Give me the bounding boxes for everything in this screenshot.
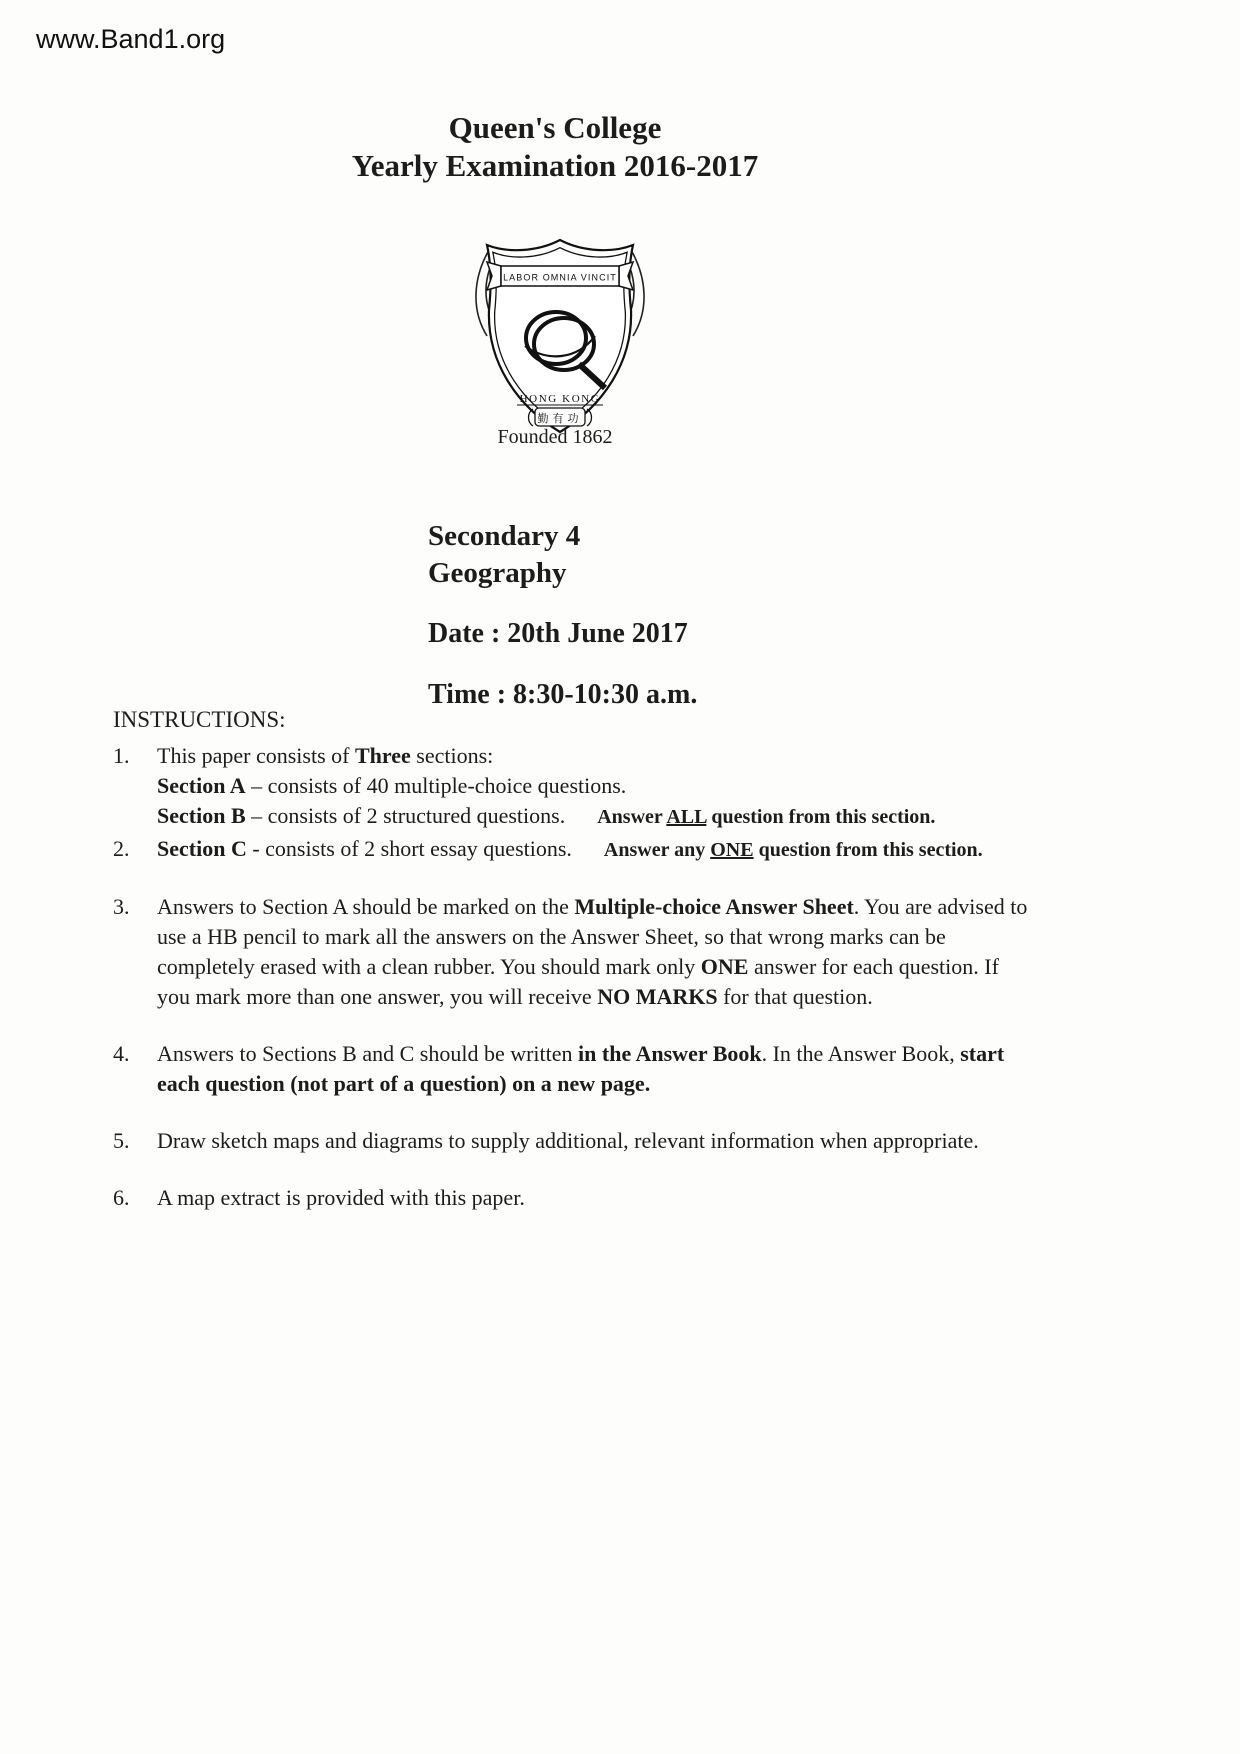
crest-graphic xyxy=(465,226,655,441)
school-crest xyxy=(465,226,655,441)
instruction-item xyxy=(113,892,1028,1012)
instruction-number: 2. xyxy=(113,836,130,861)
instructions-section xyxy=(113,705,1028,1213)
instruction-item xyxy=(113,1126,1028,1156)
instruction-text: Answers to Sections B and C should be written in the Answer Book. In the Answer Book, start each question (not part of a question) on a new page. xyxy=(157,1041,1005,1096)
instruction-item xyxy=(113,1039,1028,1099)
instruction-number: 6. xyxy=(113,1185,130,1210)
exam-date: Date : 20th June 2017 xyxy=(428,618,688,649)
instructions-heading: INSTRUCTIONS: xyxy=(113,707,286,732)
exam-time: Time : 8:30-10:30 a.m. xyxy=(428,679,698,710)
instruction-text: Answers to Section A should be marked on the Multiple-choice Answer Sheet. You are advised to use a HB pencil to mark all the answers on the Answer Sheet, so that wrong marks can be completely erased with a clean rubber. You should mark only ONE answer for each question. If you mark more than one answer, you will receive NO MARKS for that question. xyxy=(157,894,1028,1009)
instruction-number: 1. xyxy=(113,743,130,768)
instruction-number: 3. xyxy=(113,894,130,919)
watermark: www.Band1.org xyxy=(36,24,226,54)
instruction-item xyxy=(113,741,1028,832)
crest-city-text: HONG KONG xyxy=(519,393,601,405)
school-name: Queen's College xyxy=(448,110,662,145)
instruction-text: Section C - consists of 2 short essay questions. Answer any ONE question from this section. xyxy=(157,836,983,861)
instruction-text: A map extract is provided with this paper. xyxy=(157,1185,525,1210)
instruction-item xyxy=(113,834,1028,865)
instruction-text: Draw sketch maps and diagrams to supply additional, relevant information when appropriate. xyxy=(157,1128,979,1153)
exam-title: Yearly Examination 2016-2017 xyxy=(351,148,759,183)
motto-text: LABOR OMNIA VINCIT xyxy=(503,272,617,283)
grade-level: Secondary 4 xyxy=(428,520,581,552)
founded-caption: Founded 1862 xyxy=(497,426,613,448)
instruction-item xyxy=(113,1183,1028,1213)
chinese-motto-box xyxy=(529,408,592,426)
subject-name: Geography xyxy=(428,557,567,589)
chinese-motto-text: 勤有功 xyxy=(537,413,583,425)
instructions-list xyxy=(113,741,1028,1213)
instruction-number: 5. xyxy=(113,1128,130,1153)
instruction-text: This paper consists of Three sections: Section A – consists of 40 multiple-choice questions. Section B – consists of 2 structured questions. Answer ALL question from this section. xyxy=(157,743,936,828)
instruction-number: 4. xyxy=(113,1041,130,1066)
